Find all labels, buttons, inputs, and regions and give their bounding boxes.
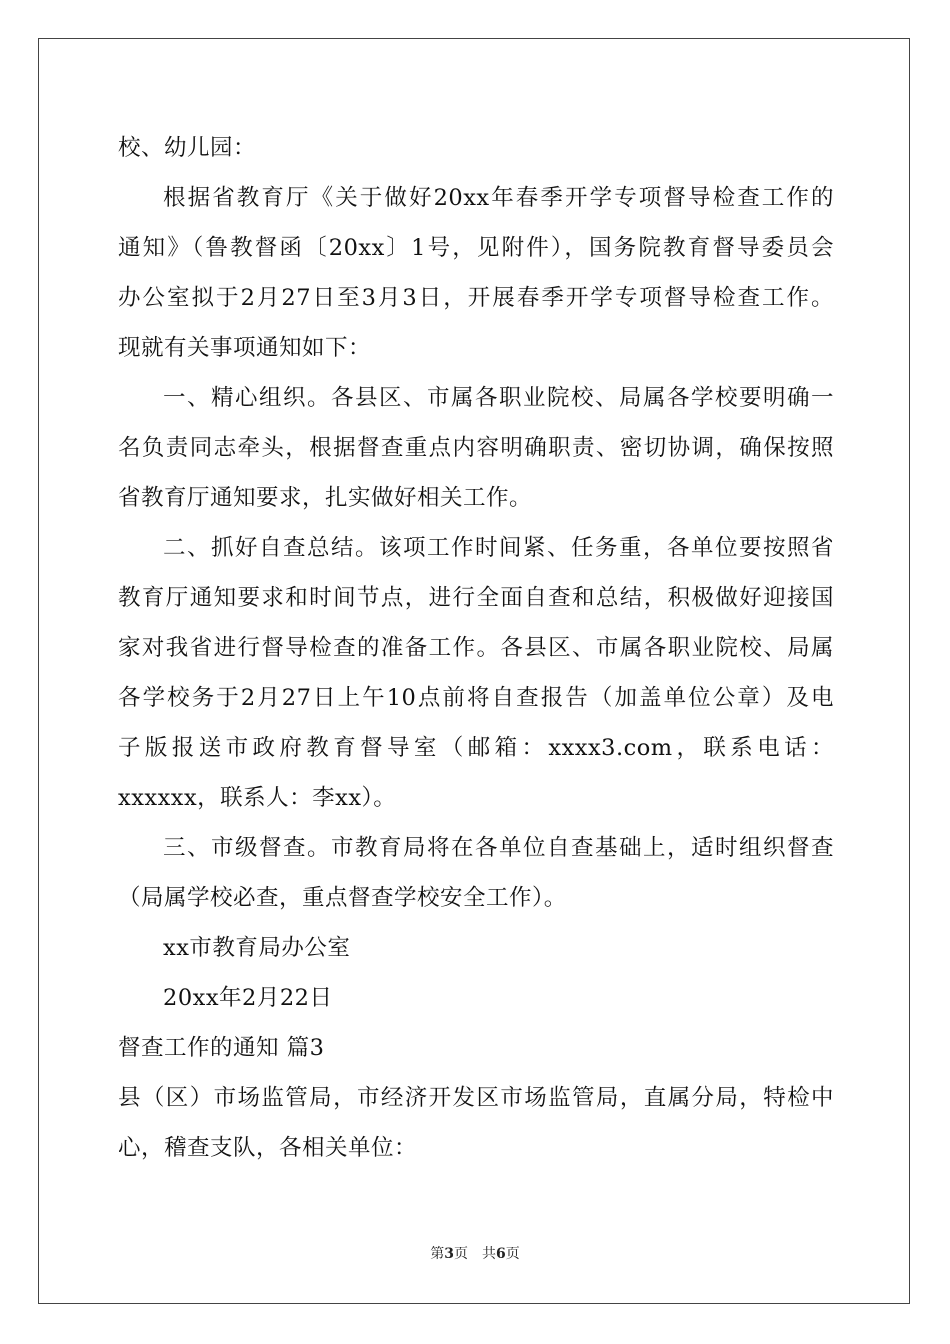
- text-line-p3-6: xxxxxx，联系人：李xx）。: [118, 785, 397, 811]
- footer-mid: 页 共: [454, 1246, 496, 1262]
- text-line-recipients-1: 县（区）市场监管局，市经济开发区市场监管局，直属分局，特检中: [118, 1085, 834, 1111]
- text-line-p3-2: 教育厅通知要求和时间节点，进行全面自查和总结，积极做好迎接国: [118, 585, 834, 611]
- text-line-p1-4: 现就有关事项通知如下：: [118, 335, 372, 361]
- signature-date: 20xx年2月22日: [163, 985, 333, 1011]
- section-heading: 督查工作的通知 篇3: [118, 1035, 325, 1061]
- text-line-salutation: 校、幼儿园：: [118, 135, 257, 161]
- text-line-p1-1: 根据省教育厅《关于做好20xx年春季开学专项督导检查工作的: [163, 185, 834, 211]
- footer-prefix: 第: [430, 1246, 445, 1262]
- text-line-p1-2: 通知》（鲁教督函〔20xx〕1号，见附件），国务院教育督导委员会: [118, 235, 834, 261]
- page-footer: [0, 1244, 950, 1264]
- text-line-p1-3: 办公室拟于2月27日至3月3日，开展春季开学专项督导检查工作。: [118, 285, 834, 311]
- text-line-p2-2: 名负责同志牵头，根据督查重点内容明确职责、密切协调，确保按照: [118, 435, 834, 461]
- footer-total-pages: 6: [496, 1246, 506, 1262]
- text-line-p4-1: 三、市级督查。市教育局将在各单位自查基础上，适时组织督查: [163, 835, 834, 861]
- text-line-p3-5: 子版报送市政府教育督导室（邮箱：xxxx3.com，联系电话：: [118, 735, 834, 761]
- text-line-p2-3: 省教育厅通知要求，扎实做好相关工作。: [118, 485, 533, 511]
- text-line-p3-3: 家对我省进行督导检查的准备工作。各县区、市属各职业院校、局属: [118, 635, 834, 661]
- text-line-p3-1: 二、抓好自查总结。该项工作时间紧、任务重，各单位要按照省: [163, 535, 834, 561]
- text-line-p2-1: 一、精心组织。各县区、市属各职业院校、局属各学校要明确一: [163, 385, 834, 411]
- signature-office: xx市教育局办公室: [163, 935, 351, 961]
- text-line-p4-2: （局属学校必查，重点督查学校安全工作）。: [118, 885, 567, 911]
- text-line-p3-4: 各学校务于2月27日上午10点前将自查报告（加盖单位公章）及电: [118, 685, 834, 711]
- text-line-recipients-2: 心，稽查支队，各相关单位：: [118, 1135, 418, 1161]
- footer-current-page: 3: [444, 1246, 454, 1262]
- footer-suffix: 页: [505, 1246, 520, 1262]
